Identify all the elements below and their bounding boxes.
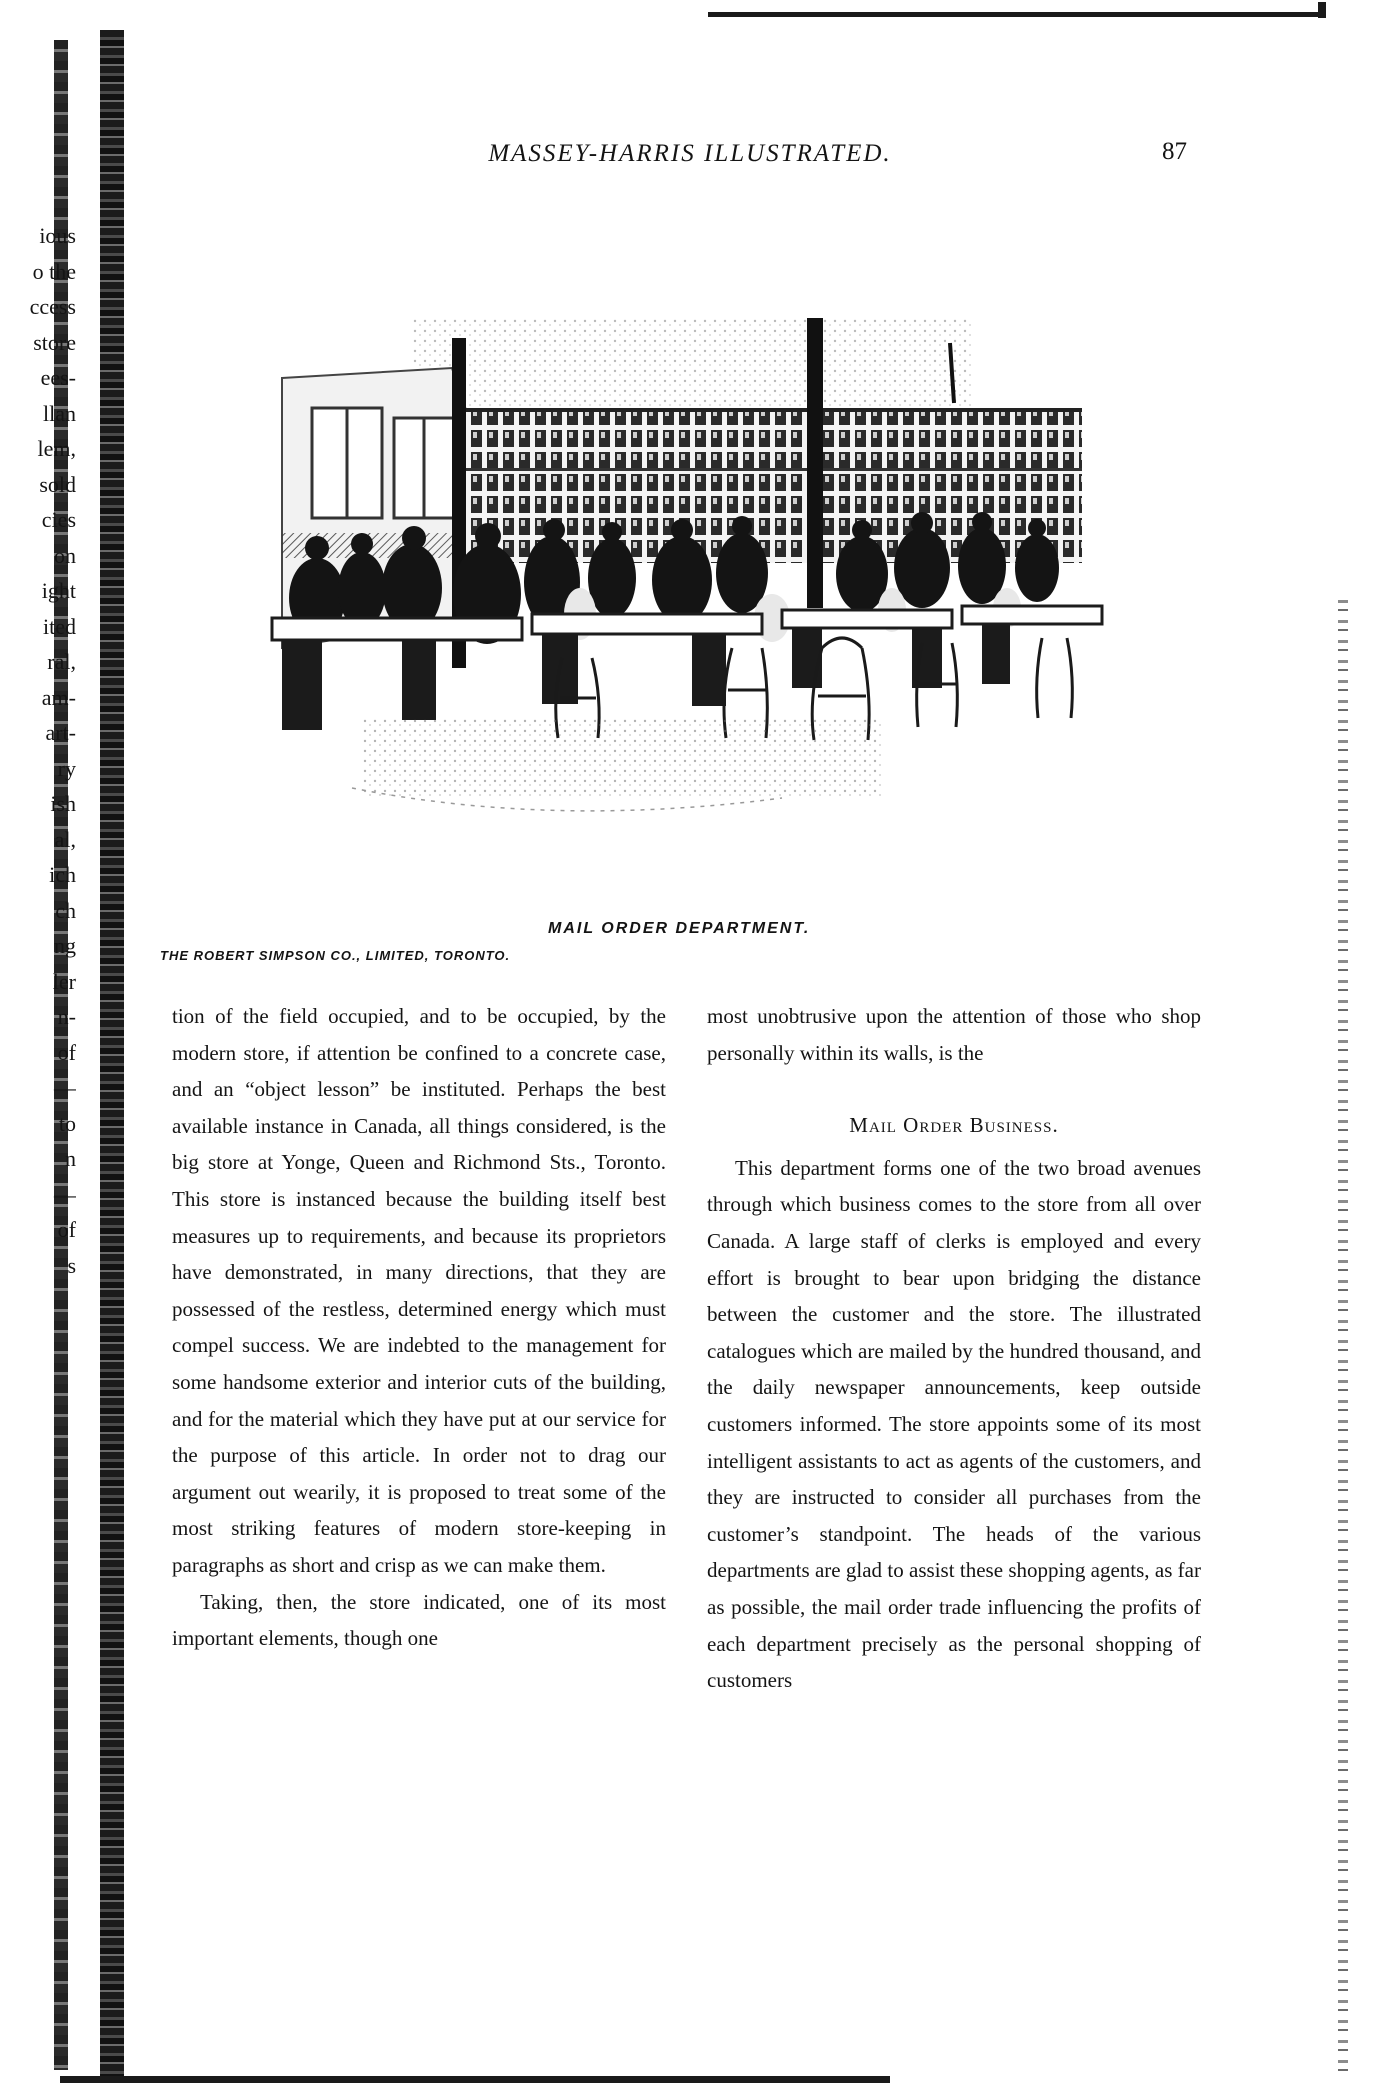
facing-page-fragment: ng (54, 933, 76, 958)
scan-bottom-rule (60, 2076, 890, 2083)
facing-page-fragment: sold (39, 471, 76, 497)
facing-page-fragment: ry (57, 755, 76, 781)
facing-page-fragment: cies (41, 507, 76, 532)
scan-top-rule-end (1318, 2, 1326, 18)
facing-page-fragment: ight (41, 578, 76, 603)
facing-page-fragment: on (54, 542, 76, 568)
figure-credit: THE ROBERT SIMPSON CO., LIMITED, TORONTO. (160, 948, 511, 963)
facing-page-fragment: ler (52, 968, 76, 994)
page-number: 87 (1162, 138, 1187, 165)
facing-page-fragment: store (33, 329, 76, 355)
facing-page-fragment: ited (43, 613, 76, 639)
facing-page-fragment: ish (50, 791, 76, 816)
right-intro: most unobtrusive upon the attention of those who shop personally within its walls, is the (707, 1004, 1201, 1065)
facing-page-fragment: n- (57, 1004, 76, 1029)
facing-page-fragments (6, 218, 76, 1283)
left-paragraph-1: tion of the field occupied, and to be occupied, by the modern store, if attention be confined to a concrete case, and an “object lesson” be instituted. Perhaps the best available instance in Canada, all things considered, is the big store at Yonge, Queen and Richmond Sts., Toronto. This store is instanced because the building itself best measures up to requirements, and because its proprietors have demonstrated, in many directions, that they are possessed of the restless, determined energy which must compel success. We are indebted to the management for some handsome exterior and interior cuts of the building, and for the material which they have put at our service for the purpose of this article. In order not to drag our argument out wearily, it is proposed to treat some of the most striking features of modern store-keeping in paragraphs as short and crisp as we can make them. (172, 1004, 666, 1577)
facing-page-fragment: ees- (40, 365, 76, 390)
facing-page-fragment: o the (32, 258, 76, 284)
right-column (707, 998, 1201, 1699)
facing-page-fragment: to (58, 1110, 76, 1136)
facing-page-fragment: ral, (47, 649, 76, 674)
facing-page-fragment: lem, (37, 436, 76, 461)
facing-page-fragment: al, (54, 826, 76, 852)
facing-page-fragment: ious (39, 223, 76, 248)
facing-page-fragment: of (57, 1039, 76, 1065)
figure-caption: MAIL ORDER DEPARTMENT. (548, 920, 811, 937)
right-paragraph: This department forms one of the two broad avenues through which business comes to the store from all over Canada. A large staff of clerks is employed and every effort is brought to bear upon bridging the distance between the customer and the store. The illustrated catalogues which are mailed by the hundred thousand, and the daily newspaper announcements, keep outside customers informed. The store appoints some of its most intelligent assistants to act as agents of the customers, and they are instructed to consider all purchases from the customer’s standpoint. The heads of the various departments are glad to assist these shopping agents, as far as possible, the mail order trade influencing the profits of each department precisely as the personal shopping of customers (707, 1155, 1201, 1693)
engraving-image (262, 318, 1112, 838)
facing-page-fragment: — (54, 1181, 76, 1207)
facing-page-fragment: — (54, 1075, 76, 1100)
scan-top-rule (708, 12, 1324, 17)
facing-page-fragment: s (67, 1252, 76, 1278)
left-column (172, 998, 666, 1657)
facing-page-fragment: of (57, 1217, 76, 1242)
left-paragraph-2: Taking, then, the store indicated, one of its most important elements, though one (172, 1589, 666, 1651)
running-head: MASSEY-HARRIS ILLUSTRATED. (488, 140, 892, 167)
facing-page-fragment: art- (45, 720, 76, 745)
facing-page-fragment: am- (41, 684, 76, 710)
mail-order-department-engraving (262, 318, 1112, 838)
facing-page-fragment: llan (43, 400, 76, 426)
section-heading: Mail Order Business. (849, 1113, 1059, 1138)
facing-page-fragment: ich (49, 862, 76, 887)
facing-page-fragment: n (65, 1146, 76, 1171)
facing-page-fragment: ch (55, 897, 76, 923)
scan-binding-shadow (100, 30, 124, 2080)
scan-page-edge-right (1338, 600, 1348, 2080)
facing-page-fragment: ccess (29, 294, 76, 319)
